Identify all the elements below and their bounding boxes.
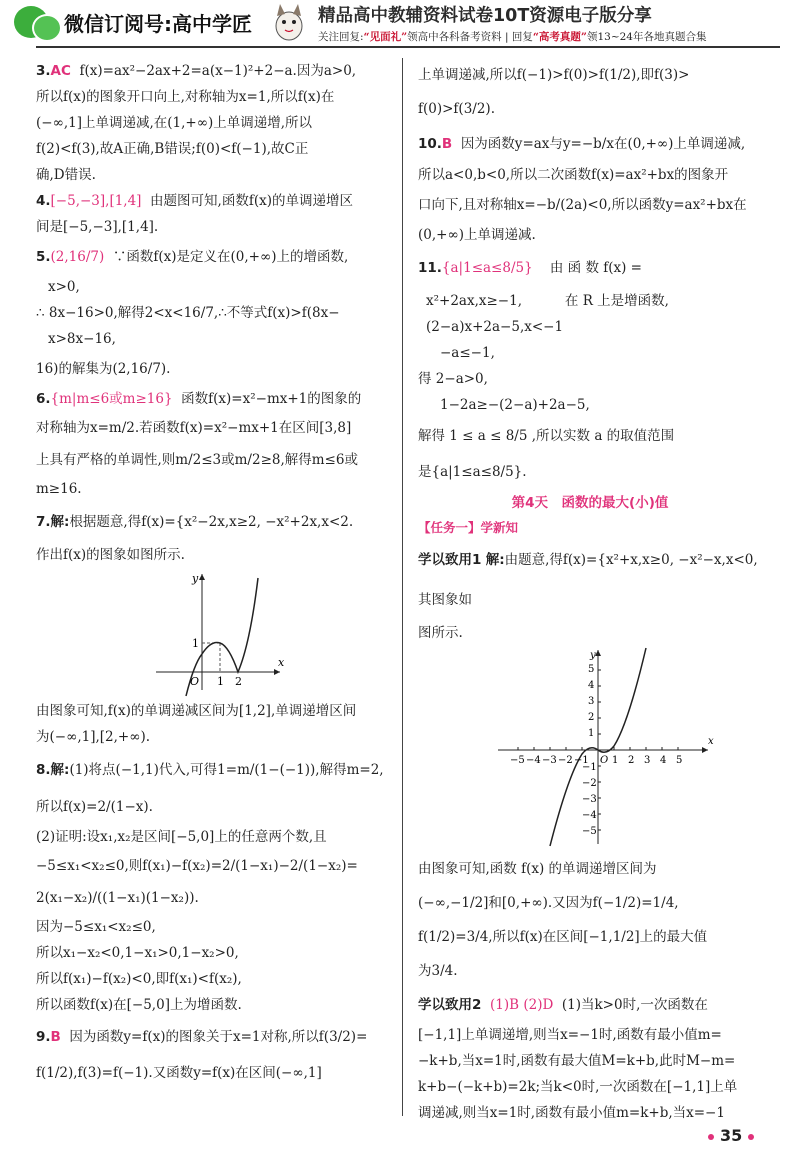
graph-piecewise-2 [418,646,762,852]
graph2-y-label: y [590,650,596,661]
text-line: 上单调递减,所以f(−1)>f(0)>f(1/2),即f(3)> [418,67,690,83]
graph2-y-tick: 4 [588,680,595,691]
graph2-y-tick: −2 [582,778,597,789]
graph2-x-tick: O [600,755,609,766]
graph2-y-tick: 1 [588,728,595,739]
header-slogan: 精品高中教辅资料试卷10T资源电子版分享 [318,6,652,26]
wechat-logo-bubble-icon [32,14,62,42]
task-heading: 【任务一】学新知 [418,520,519,535]
answer-6: 6.{m|m≤6或m≥16} 函数f(x)=x²−mx+1的图象的 [36,391,362,407]
text-line: 由图象可知,函数 f(x) 的单调递增区间为 [418,861,657,877]
answer-7: 7.解:根据题意,得f(x)={x²−2x,x≥2, −x²+2x,x<2. [36,514,354,530]
text-line: 解得 1 ≤ a ≤ 8/5 ,所以实数 a 的取值范围 [418,428,675,444]
graph2-x-label: x [708,736,714,747]
text-line: (−∞,−1/2]和[0,+∞).又因为f(−1/2)=1/4, [418,895,679,911]
graph2-y-tick: −3 [582,794,597,805]
graph2-y-tick: 5 [588,664,595,675]
graph1-y-tick: 1 [192,637,199,650]
text-line: 因为−5≤x₁<x₂≤0, [36,919,156,935]
answer-10: 10.B 因为函数y=ax与y=−b/x在(0,+∞)上单调递减, [418,136,746,152]
text-line: ∴ 8x−16>0,解得2<x<16/7,∴不等式f(x)>f(8x− [36,305,340,321]
section-title: 第4天 函数的最大(小)值 [511,495,669,511]
graph2-x-tick: −3 [542,755,557,766]
text-line: (−∞,1]上单调递减,在(1,+∞)上单调递增,所以 [36,115,313,131]
text-line: 由图象可知,f(x)的单调递减区间为[1,2],单调递增区间 [36,703,357,719]
text-line: (2)证明:设x₁,x₂是区间[−5,0]上的任意两个数,且 [36,829,327,845]
text-line: f(1/2)=3/4,所以f(x)在区间[−1,1/2]上的最大值 [418,929,708,945]
graph1-x-tick: 2 [235,675,242,688]
page-header [0,0,800,46]
page-number: 35 [702,1126,760,1145]
column-divider [402,58,403,1116]
graph2-y-tick: 2 [588,712,595,723]
graph2-x-tick: −2 [558,755,573,766]
answer-3: 3.AC f(x)=ax²−2ax+2=a(x−1)²+2−a.因为a>0, [36,63,357,79]
text-line: f(1/2),f(3)=f(−1).又函数y=f(x)在区间(−∞,1] [36,1065,322,1081]
graph2-y-tick: −1 [582,762,597,773]
text-line: −k+b,当x=1时,函数有最大值M=k+b,此时M−m= [418,1053,736,1069]
text-line: 所以a<0,b<0,所以二次函数f(x)=ax²+bx的图象开 [418,167,729,183]
text-line: (2−a)x+2a−5,x<−1 [426,319,564,335]
text-line: 图所示. [418,625,463,641]
text-line: k+b−(−k+b)=2k;当k<0时,一次函数在[−1,1]上单 [418,1079,738,1095]
text-line: f(0)>f(3/2). [418,101,495,117]
graph2-x-tick: 1 [612,755,619,766]
graph2-x-tick: 3 [644,755,651,766]
text-line: x>8x−16, [48,331,116,347]
graph1-x-tick: 1 [217,675,224,688]
text-line: 1−2a≥−(2−a)+2a−5, [440,397,590,413]
text-line: −5≤x₁<x₂≤0,则f(x₁)−f(x₂)=2/(1−x₁)−2/(1−x₂)= [36,858,358,874]
graph-piecewise-1 [36,568,388,698]
text-line: [−1,1]上单调递增,则当x=−1时,函数有最小值m= [418,1027,722,1043]
practice-2: 学以致用2 (1)B (2)D (1)当k>0时,一次函数在 [418,997,708,1013]
header-rule [36,46,780,48]
text-line: 间是[−5,−3],[1,4]. [36,219,159,235]
graph2-y-tick: −4 [582,810,597,821]
text-line: 所以f(x)的图象开口向上,对称轴为x=1,所以f(x)在 [36,89,335,105]
text-line: 确,D错误. [36,167,96,183]
answer-5: 5.(2,16/7) ∵函数f(x)是定义在(0,+∞)上的增函数, [36,249,349,265]
text-line: 上具有严格的单调性,则m/2≤3或m/2≥8,解得m≤6或 [36,452,358,468]
text-line: 作出f(x)的图象如图所示. [36,547,185,563]
text-line: 调递减,则当x=1时,函数有最小值m=k+b,当x=−1 [418,1105,725,1121]
text-line: 所以x₁−x₂<0,1−x₁>0,1−x₂>0, [36,945,239,961]
graph2-x-tick: 4 [660,755,667,766]
practice-1: 学以致用1 解:由题意,得f(x)={x²+x,x≥0, −x²−x,x<0,其图象如 [418,552,758,608]
text-line: 所以f(x)=2/(1−x). [36,799,153,815]
text-line: 所以函数f(x)在[−5,0]上为增函数. [36,997,242,1013]
header-notice: 关注回复:“见面礼”领高中各科备考资料 | 回复“高考真题”领13~24年各地真题合集 [318,31,707,43]
piecewise-def: x²+2ax,x≥−1, 在 R 上是增函数, [426,293,669,309]
graph1-x-label: x [278,656,285,669]
text-line: 得 2−a>0, [418,371,488,387]
graph2-x-tick: −4 [526,755,541,766]
text-line: (0,+∞)上单调递减. [418,227,536,243]
text-line: m≥16. [36,481,82,497]
graph2-x-tick: −1 [574,755,589,766]
text-line: x>0, [48,279,80,295]
text-line: 口向下,且对称轴x=−b/(2a)<0,所以函数y=ax²+bx在 [418,197,747,213]
graph2-x-tick: −5 [510,755,525,766]
graph1-y-label: y [192,572,199,585]
text-line: f(2)<f(3),故A正确,B错误;f(0)<f(−1),故C正 [36,141,309,157]
text-line: 所以f(x₁)−f(x₂)<0,即f(x₁)<f(x₂), [36,971,242,987]
answer-11: 11.{a|1≤a≤8/5} 由 函 数 f(x) = [418,260,642,276]
right-column [418,58,762,1126]
header-title: 微信订阅号:高中学匠 [64,12,252,36]
text-line: 2(x₁−x₂)/((1−x₁)(1−x₂)). [36,890,199,906]
text-line: 16)的解集为(2,16/7). [36,361,171,377]
graph2-y-tick: 3 [588,696,595,707]
text-line: 是{a|1≤a≤8/5}. [418,464,527,480]
text-line: −a≤−1, [440,345,495,361]
answer-9: 9.B 因为函数y=f(x)的图象关于x=1对称,所以f(3/2)= [36,1029,368,1045]
mascot-icon [270,2,308,42]
graph2-x-tick: 2 [628,755,635,766]
text-line: 为3/4. [418,963,458,979]
text-line: 为(−∞,1],[2,+∞). [36,729,151,745]
graph1-x-tick: O [190,675,200,688]
graph2-y-tick: −5 [582,826,597,837]
left-column [36,58,388,1090]
graph2-x-tick: 5 [676,755,683,766]
answer-8: 8.解:(1)将点(−1,1)代入,可得1=m/(1−(−1)),解得m=2, [36,762,384,778]
text-line: 对称轴为x=m/2.若函数f(x)=x²−mx+1在区间[3,8] [36,420,352,436]
answer-4: 4.[−5,−3],[1,4] 由题图可知,函数f(x)的单调递增区 [36,193,353,209]
